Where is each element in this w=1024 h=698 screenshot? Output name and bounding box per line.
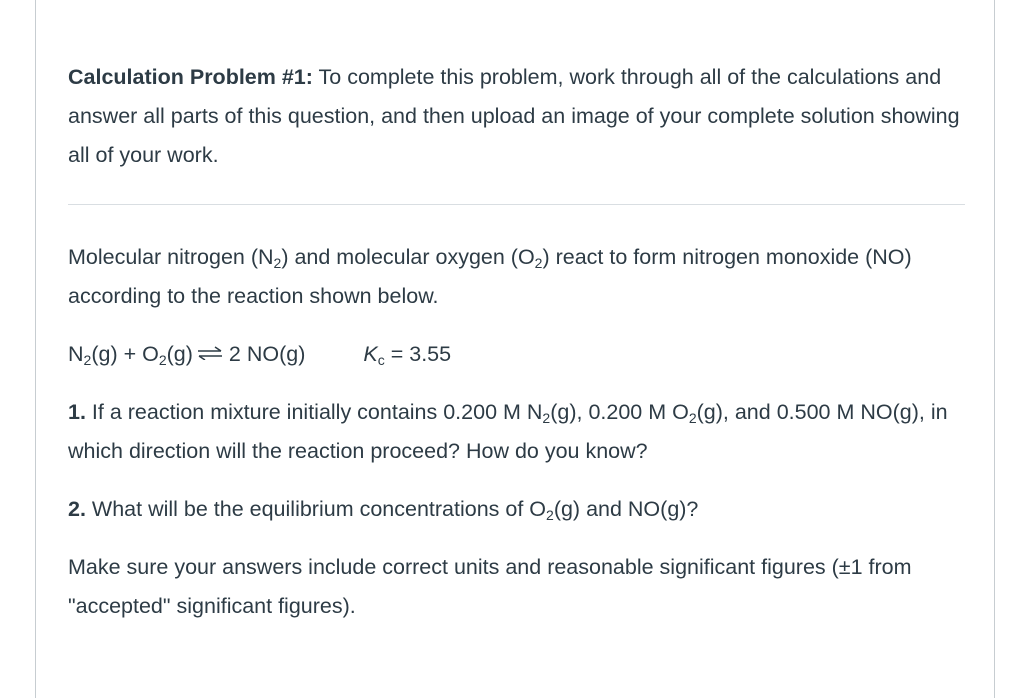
problem-body <box>68 238 968 626</box>
description-paragraph: Molecular nitrogen $(N_2)$ and molecular oxygen $(O_2)$ react to form nitrogen monoxide (NO) according to the reaction shown below. <box>68 245 912 308</box>
intro-text: To complete this problem, work through all of the calculations and answer all parts of this question, and then upload an image of your complete solution showing all of your work. <box>68 65 960 167</box>
problem-label: Calculation Problem #1: <box>68 65 313 89</box>
question-1: 1. If a reaction mixture initially contains 0.200 M $N_2(g)$, 0.200 M $O_2(g)$, and 0.500 M NO(g), in which direction will the reaction proceed? How do you know? <box>68 400 948 463</box>
intro-section <box>68 58 968 175</box>
equilibrium-constant: K <box>363 342 378 366</box>
intro-paragraph <box>68 58 968 175</box>
question-2: 2. What will be the equilibrium concentrations of $O_2(g)$ and NO(g)? <box>68 497 699 523</box>
section-divider <box>68 204 965 205</box>
reaction-equation: $N_2(g) + O_2(g)$ 2 NO(g) $K_c = 3.55$ <box>68 342 452 368</box>
significant-figures-note: Make sure your answers include correct units and reasonable significant figures (±1 from "accepted" significant figures). <box>68 555 912 618</box>
equilibrium-arrow-icon <box>197 346 223 360</box>
